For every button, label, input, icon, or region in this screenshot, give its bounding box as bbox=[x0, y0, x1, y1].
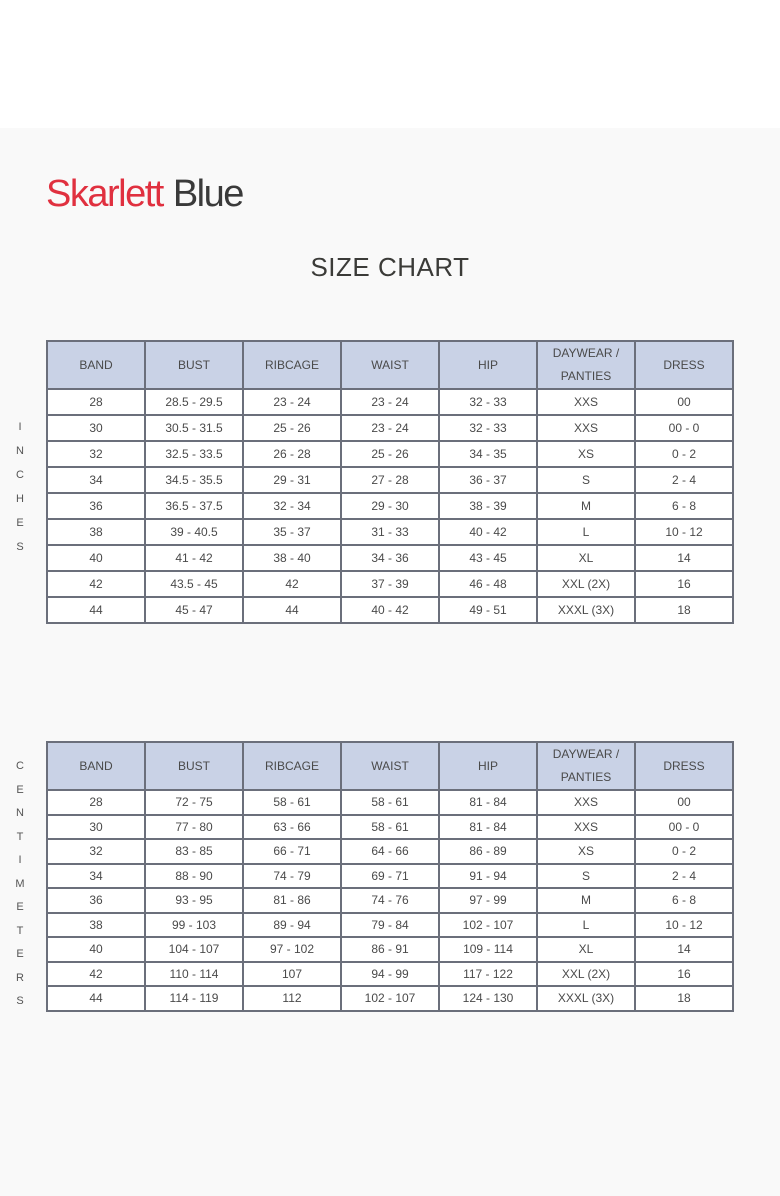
cell-dress: 0 - 2 bbox=[635, 839, 733, 864]
cell-daywear: XXXL (3X) bbox=[537, 986, 635, 1011]
cell-daywear: XL bbox=[537, 545, 635, 571]
cell-ribcage: 25 - 26 bbox=[243, 415, 341, 441]
cell-waist: 25 - 26 bbox=[341, 441, 439, 467]
cell-ribcage: 97 - 102 bbox=[243, 937, 341, 962]
table-row bbox=[47, 986, 733, 1011]
centimeters-size-table bbox=[46, 741, 734, 1012]
cell-hip: 91 - 94 bbox=[439, 864, 537, 889]
cell-bust: 99 - 103 bbox=[145, 913, 243, 938]
cell-band: 36 bbox=[47, 493, 145, 519]
cell-waist: 86 - 91 bbox=[341, 937, 439, 962]
cell-daywear: XXL (2X) bbox=[537, 962, 635, 987]
cell-band: 34 bbox=[47, 864, 145, 889]
header-band: BAND bbox=[47, 341, 145, 389]
cell-bust: 104 - 107 bbox=[145, 937, 243, 962]
cell-ribcage: 63 - 66 bbox=[243, 815, 341, 840]
table-row bbox=[47, 519, 733, 545]
cell-daywear: XL bbox=[537, 937, 635, 962]
side-letter: S bbox=[16, 541, 24, 553]
cell-waist: 79 - 84 bbox=[341, 913, 439, 938]
header-band: BAND bbox=[47, 742, 145, 790]
cell-hip: 81 - 84 bbox=[439, 790, 537, 815]
side-letter: E bbox=[16, 948, 24, 960]
cell-ribcage: 29 - 31 bbox=[243, 467, 341, 493]
header-daywear-panties bbox=[537, 742, 635, 790]
cell-bust: 88 - 90 bbox=[145, 864, 243, 889]
cell-dress: 10 - 12 bbox=[635, 519, 733, 545]
cell-bust: 114 - 119 bbox=[145, 986, 243, 1011]
cell-ribcage: 112 bbox=[243, 986, 341, 1011]
cell-hip: 81 - 84 bbox=[439, 815, 537, 840]
cell-waist: 23 - 24 bbox=[341, 389, 439, 415]
cell-bust: 32.5 - 33.5 bbox=[145, 441, 243, 467]
side-letter: E bbox=[16, 517, 24, 529]
cell-waist: 31 - 33 bbox=[341, 519, 439, 545]
header-dress: DRESS bbox=[635, 341, 733, 389]
cell-waist: 74 - 76 bbox=[341, 888, 439, 913]
cell-ribcage: 32 - 34 bbox=[243, 493, 341, 519]
header-daywear-line2: PANTIES bbox=[560, 770, 612, 784]
cell-ribcage: 58 - 61 bbox=[243, 790, 341, 815]
cell-band: 44 bbox=[47, 986, 145, 1011]
cell-bust: 72 - 75 bbox=[145, 790, 243, 815]
table-row bbox=[47, 937, 733, 962]
table-row bbox=[47, 389, 733, 415]
cell-band: 44 bbox=[47, 597, 145, 623]
cell-waist: 102 - 107 bbox=[341, 986, 439, 1011]
table-row bbox=[47, 962, 733, 987]
cell-bust: 28.5 - 29.5 bbox=[145, 389, 243, 415]
cell-dress: 18 bbox=[635, 597, 733, 623]
cell-dress: 2 - 4 bbox=[635, 467, 733, 493]
page-title: SIZE CHART bbox=[310, 252, 470, 282]
cell-ribcage: 42 bbox=[243, 571, 341, 597]
side-letter: I bbox=[18, 854, 22, 866]
cell-band: 30 bbox=[47, 415, 145, 441]
cell-bust: 30.5 - 31.5 bbox=[145, 415, 243, 441]
cell-dress: 14 bbox=[635, 937, 733, 962]
table-row bbox=[47, 913, 733, 938]
side-letter: T bbox=[16, 924, 24, 937]
cell-daywear: XS bbox=[537, 839, 635, 864]
cell-hip: 109 - 114 bbox=[439, 937, 537, 962]
cell-bust: 36.5 - 37.5 bbox=[145, 493, 243, 519]
cell-daywear: XXXL (3X) bbox=[537, 597, 635, 623]
cell-band: 42 bbox=[47, 571, 145, 597]
side-letter: C bbox=[16, 760, 24, 772]
cell-daywear: XXS bbox=[537, 415, 635, 441]
cell-daywear: XXS bbox=[537, 815, 635, 840]
cell-bust: 34.5 - 35.5 bbox=[145, 467, 243, 493]
cell-band: 38 bbox=[47, 913, 145, 938]
cell-band: 40 bbox=[47, 545, 145, 571]
cell-band: 28 bbox=[47, 389, 145, 415]
side-letter: R bbox=[16, 971, 24, 984]
cell-bust: 77 - 80 bbox=[145, 815, 243, 840]
table-row bbox=[47, 441, 733, 467]
cell-band: 34 bbox=[47, 467, 145, 493]
cell-bust: 43.5 - 45 bbox=[145, 571, 243, 597]
cell-ribcage: 26 - 28 bbox=[243, 441, 341, 467]
header-daywear-line2: PANTIES bbox=[560, 369, 612, 383]
cell-waist: 23 - 24 bbox=[341, 415, 439, 441]
header-daywear-line1: DAYWEAR / bbox=[552, 747, 620, 761]
brand-name-part1: Skarlett bbox=[46, 173, 163, 215]
cell-waist: 27 - 28 bbox=[341, 467, 439, 493]
cell-ribcage: 66 - 71 bbox=[243, 839, 341, 864]
side-letter: E bbox=[16, 783, 24, 796]
cell-dress: 18 bbox=[635, 986, 733, 1011]
header-waist: WAIST bbox=[341, 341, 439, 389]
cell-waist: 37 - 39 bbox=[341, 571, 439, 597]
cell-waist: 34 - 36 bbox=[341, 545, 439, 571]
table-header-row bbox=[47, 742, 733, 790]
table-row bbox=[47, 545, 733, 571]
cell-hip: 32 - 33 bbox=[439, 389, 537, 415]
table-row bbox=[47, 790, 733, 815]
cell-dress: 0 - 2 bbox=[635, 441, 733, 467]
cell-bust: 41 - 42 bbox=[145, 545, 243, 571]
side-letter: T bbox=[16, 830, 24, 843]
cell-hip: 40 - 42 bbox=[439, 519, 537, 545]
cell-waist: 58 - 61 bbox=[341, 815, 439, 840]
cell-dress: 14 bbox=[635, 545, 733, 571]
cell-hip: 38 - 39 bbox=[439, 493, 537, 519]
cell-hip: 117 - 122 bbox=[439, 962, 537, 987]
cell-waist: 69 - 71 bbox=[341, 864, 439, 889]
centimeters-side-label bbox=[12, 760, 28, 1019]
cell-bust: 110 - 114 bbox=[145, 962, 243, 987]
table-header-row bbox=[47, 341, 733, 389]
cell-ribcage: 38 - 40 bbox=[243, 545, 341, 571]
cell-band: 32 bbox=[47, 839, 145, 864]
cell-daywear: L bbox=[537, 519, 635, 545]
brand-name-part2: Blue bbox=[172, 173, 243, 215]
cell-ribcage: 107 bbox=[243, 962, 341, 987]
side-letter: M bbox=[15, 877, 25, 890]
cell-hip: 86 - 89 bbox=[439, 839, 537, 864]
table-row bbox=[47, 597, 733, 623]
table-row bbox=[47, 815, 733, 840]
cell-daywear: S bbox=[537, 467, 635, 493]
cell-daywear: M bbox=[537, 493, 635, 519]
side-letter: H bbox=[16, 493, 24, 505]
cell-ribcage: 74 - 79 bbox=[243, 864, 341, 889]
cell-dress: 00 - 0 bbox=[635, 415, 733, 441]
cell-daywear: XXS bbox=[537, 790, 635, 815]
table-row bbox=[47, 467, 733, 493]
header-daywear-panties bbox=[537, 341, 635, 389]
cell-dress: 10 - 12 bbox=[635, 913, 733, 938]
cell-bust: 39 - 40.5 bbox=[145, 519, 243, 545]
table-row bbox=[47, 571, 733, 597]
cell-band: 38 bbox=[47, 519, 145, 545]
inches-size-table bbox=[46, 340, 734, 624]
cell-band: 32 bbox=[47, 441, 145, 467]
cell-daywear: XS bbox=[537, 441, 635, 467]
cell-dress: 6 - 8 bbox=[635, 493, 733, 519]
cell-band: 40 bbox=[47, 937, 145, 962]
cell-dress: 16 bbox=[635, 571, 733, 597]
cell-daywear: M bbox=[537, 888, 635, 913]
inches-side-label bbox=[12, 421, 28, 565]
cell-bust: 45 - 47 bbox=[145, 597, 243, 623]
cell-daywear: S bbox=[537, 864, 635, 889]
cell-band: 28 bbox=[47, 790, 145, 815]
header-ribcage: RIBCAGE bbox=[243, 341, 341, 389]
cell-dress: 16 bbox=[635, 962, 733, 987]
cell-hip: 32 - 33 bbox=[439, 415, 537, 441]
header-dress: DRESS bbox=[635, 742, 733, 790]
cell-dress: 00 - 0 bbox=[635, 815, 733, 840]
cell-hip: 36 - 37 bbox=[439, 467, 537, 493]
table-row bbox=[47, 864, 733, 889]
cell-dress: 6 - 8 bbox=[635, 888, 733, 913]
cell-hip: 49 - 51 bbox=[439, 597, 537, 623]
cell-waist: 40 - 42 bbox=[341, 597, 439, 623]
cell-ribcage: 44 bbox=[243, 597, 341, 623]
cell-waist: 29 - 30 bbox=[341, 493, 439, 519]
table-row bbox=[47, 493, 733, 519]
cell-band: 42 bbox=[47, 962, 145, 987]
brand-logo bbox=[46, 170, 243, 218]
header-daywear-line1: DAYWEAR / bbox=[552, 346, 620, 360]
cell-hip: 34 - 35 bbox=[439, 441, 537, 467]
cell-bust: 83 - 85 bbox=[145, 839, 243, 864]
header-bust: BUST bbox=[145, 341, 243, 389]
cell-waist: 58 - 61 bbox=[341, 790, 439, 815]
cell-hip: 124 - 130 bbox=[439, 986, 537, 1011]
cell-band: 30 bbox=[47, 815, 145, 840]
cell-ribcage: 89 - 94 bbox=[243, 913, 341, 938]
side-letter: N bbox=[16, 807, 24, 819]
cell-hip: 46 - 48 bbox=[439, 571, 537, 597]
table-row bbox=[47, 415, 733, 441]
side-letter: E bbox=[16, 901, 24, 913]
cell-dress: 00 bbox=[635, 389, 733, 415]
side-letter: N bbox=[16, 445, 24, 457]
cell-waist: 94 - 99 bbox=[341, 962, 439, 987]
cell-hip: 97 - 99 bbox=[439, 888, 537, 913]
cell-hip: 102 - 107 bbox=[439, 913, 537, 938]
side-letter: S bbox=[16, 995, 24, 1007]
cell-daywear: L bbox=[537, 913, 635, 938]
cell-waist: 64 - 66 bbox=[341, 839, 439, 864]
cell-band: 36 bbox=[47, 888, 145, 913]
cell-hip: 43 - 45 bbox=[439, 545, 537, 571]
header-hip: HIP bbox=[439, 341, 537, 389]
size-chart-sheet bbox=[0, 128, 780, 1196]
cell-dress: 2 - 4 bbox=[635, 864, 733, 889]
cell-ribcage: 35 - 37 bbox=[243, 519, 341, 545]
cell-dress: 00 bbox=[635, 790, 733, 815]
cell-daywear: XXL (2X) bbox=[537, 571, 635, 597]
header-bust: BUST bbox=[145, 742, 243, 790]
header-waist: WAIST bbox=[341, 742, 439, 790]
cell-daywear: XXS bbox=[537, 389, 635, 415]
cell-ribcage: 23 - 24 bbox=[243, 389, 341, 415]
header-hip: HIP bbox=[439, 742, 537, 790]
side-letter: I bbox=[18, 421, 22, 433]
side-letter: C bbox=[16, 469, 24, 481]
table-row bbox=[47, 839, 733, 864]
header-ribcage: RIBCAGE bbox=[243, 742, 341, 790]
cell-ribcage: 81 - 86 bbox=[243, 888, 341, 913]
cell-bust: 93 - 95 bbox=[145, 888, 243, 913]
table-row bbox=[47, 888, 733, 913]
